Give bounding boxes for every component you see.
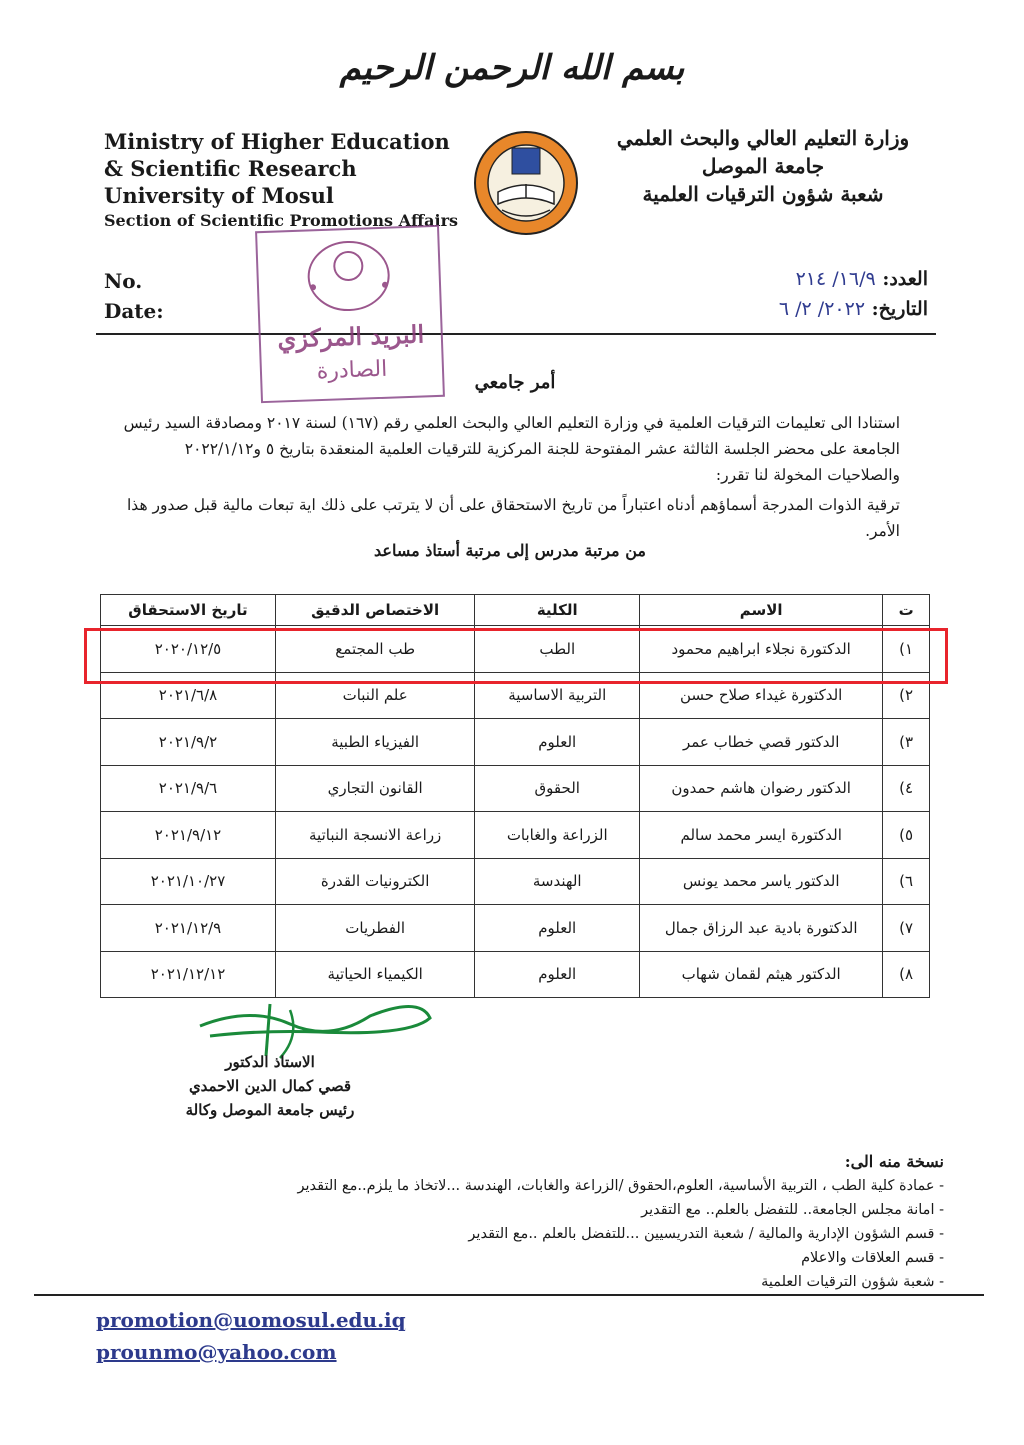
no-label: No.	[104, 269, 143, 293]
header-name: الاسم	[640, 595, 883, 626]
cell-date: ٢٠٢١/٦/٨	[101, 672, 276, 719]
cell-index: ١)	[883, 626, 930, 673]
cell-name: الدكتور هيثم لقمان شهاب	[640, 951, 883, 998]
header-divider	[96, 333, 936, 335]
cell-date: ٢٠٢١/٩/٦	[101, 765, 276, 812]
cell-date: ٢٠٢١/١٢/٩	[101, 905, 276, 952]
cell-name: الدكتور رضوان هاشم حمدون	[640, 765, 883, 812]
signatory-name: قصي كمال الدين الاحمدي	[188, 1077, 352, 1095]
cell-index: ٥)	[883, 812, 930, 859]
list-item: - عمادة كلية الطب ، التربية الأساسية، العلوم،الحقوق /الزراعة والغابات، الهندسة ...لاتخاذ ما يلزم..مع التقدير	[184, 1174, 944, 1198]
table-row	[101, 812, 930, 859]
cell-name: الدكتور ياسر محمد يونس	[640, 858, 883, 905]
arabic-letterhead	[598, 124, 928, 208]
stamp-seal-icon	[301, 234, 396, 317]
university-name-ar: جامعة الموصل	[701, 154, 825, 178]
cell-college: التربية الاساسية	[475, 672, 640, 719]
cell-specialization: الفطريات	[275, 905, 474, 952]
cell-index: ٨)	[883, 951, 930, 998]
header-eligibility-date: تاريخ الاستحقاق	[101, 595, 276, 626]
cell-name: الدكتورة ايسر محمد سالم	[640, 812, 883, 859]
cell-specialization: الفيزياء الطبية	[275, 719, 474, 766]
cell-date: ٢٠٢١/٩/٢	[101, 719, 276, 766]
ministry-name-en: Ministry of Higher Education	[104, 129, 450, 154]
highlight-box	[84, 628, 948, 684]
signatory-block	[160, 1050, 380, 1122]
table-row	[101, 858, 930, 905]
cell-college: الحقوق	[475, 765, 640, 812]
english-letterhead	[104, 128, 464, 233]
table-row	[101, 905, 930, 952]
cell-specialization: القانون التجاري	[275, 765, 474, 812]
header-specialization: الاختصاص الدقيق	[275, 595, 474, 626]
table-row	[101, 951, 930, 998]
reference-date-row	[608, 294, 928, 324]
cell-college: الزراعة والغابات	[475, 812, 640, 859]
header-index: ت	[883, 595, 930, 626]
reference-number-row	[608, 264, 928, 294]
reference-number: ١٦/٩/ ٢١٤	[795, 268, 876, 290]
central-mail-stamp	[255, 225, 445, 403]
cell-college: العلوم	[475, 719, 640, 766]
university-name-en: University of Mosul	[104, 183, 334, 208]
section-name-ar: شعبة شؤون الترقيات العلمية	[642, 182, 884, 206]
cell-name: الدكتور قصي خطاب عمر	[640, 719, 883, 766]
footer-divider	[34, 1294, 984, 1296]
cell-specialization: الكترونيات القدرة	[275, 858, 474, 905]
stamp-line-1: البريد المركزي	[276, 319, 425, 354]
cell-name: الدكتورة نجلاء ابراهيم محمود	[640, 626, 883, 673]
cell-name: الدكتورة بادية عبد الرزاق جمال	[640, 905, 883, 952]
stamp-line-2: الصادرة	[316, 356, 388, 385]
cell-college: الهندسة	[475, 858, 640, 905]
cell-date: ٢٠٢١/١٠/٢٧	[101, 858, 276, 905]
list-item: - قسم العلاقات والاعلام	[184, 1246, 944, 1270]
copies-list	[184, 1174, 944, 1294]
section-name-en: Section of Scientific Promotions Affairs	[104, 211, 459, 230]
header-college: الكلية	[475, 595, 640, 626]
ministry-name-ar: وزارة التعليم العالي والبحث العلمي	[616, 126, 910, 150]
number-label-ar: العدد:	[882, 268, 928, 290]
table-row	[101, 765, 930, 812]
ministry-name-en-2: & Scientific Research	[104, 156, 357, 181]
table-header-row	[101, 595, 930, 626]
cell-index: ٧)	[883, 905, 930, 952]
signatory-title: الاستاذ الدكتور	[225, 1053, 315, 1071]
cell-date: ٢٠٢١/١٢/١٢	[101, 951, 276, 998]
cell-college: العلوم	[475, 951, 640, 998]
basmala-calligraphy: بسم الله الرحمن الرحيم	[339, 48, 685, 88]
promotion-subtitle: من مرتبة مدرس إلى مرتبة أستاذ مساعد	[374, 541, 646, 560]
copies-distribution	[184, 1150, 944, 1294]
cell-index: ٢)	[883, 672, 930, 719]
cell-index: ٦)	[883, 858, 930, 905]
email-link-promotion[interactable]: promotion@uomosul.edu.iq	[96, 1308, 406, 1332]
no-date-labels	[104, 266, 164, 326]
date-label: Date:	[104, 299, 164, 323]
cell-college: الطب	[475, 626, 640, 673]
list-item: - شعبة شؤون الترقيات العلمية	[184, 1270, 944, 1294]
list-item: - امانة مجلس الجامعة.. للتفضل بالعلم.. مع التقدير	[184, 1198, 944, 1222]
table-row	[101, 719, 930, 766]
cell-index: ٤)	[883, 765, 930, 812]
order-paragraph-2: ترقية الذوات المدرجة أسماؤهم أدناه اعتباراً من تاريخ الاستحقاق على أن لا يترتب على ذلك اية تبعات مالية قبل صدور هذا الأمر.	[127, 496, 900, 540]
copies-heading: نسخة منه الى:	[844, 1152, 944, 1171]
email-link-yahoo[interactable]: prounmo@yahoo.com	[96, 1340, 337, 1364]
reference-block	[608, 264, 928, 324]
order-paragraph-1: استنادا الى تعليمات الترقيات العلمية في وزارة التعليم العالي والبحث العلمي رقم (١٦٧) لسنة ٢٠١٧ ومصادقة السيد رئيس الجامعة على محضر الجلسة الثالثة عشر المفتوحة للجنة المركزية للترقيات العلمية المنعقدة بتاريخ ٥ و٢٠٢٢/١/١٢ والصلاحيات المخولة لنا تقرر:	[123, 414, 900, 484]
cell-date: ٢٠٢٠/١٢/٥	[101, 626, 276, 673]
cell-index: ٣)	[883, 719, 930, 766]
order-title: أمر جامعي	[474, 372, 556, 393]
cell-name: الدكتورة غيداء صلاح حسن	[640, 672, 883, 719]
list-item: - قسم الشؤون الإدارية والمالية / شعبة التدريسيين ...للتفضل بالعلم ..مع التقدير	[184, 1222, 944, 1246]
university-logo-icon	[472, 130, 580, 236]
cell-specialization: طب المجتمع	[275, 626, 474, 673]
signatory-role: رئيس جامعة الموصل وكالة	[185, 1101, 355, 1119]
reference-date: ٢٠٢٢/ ٢/ ٦	[778, 298, 866, 320]
cell-date: ٢٠٢١/٩/١٢	[101, 812, 276, 859]
cell-specialization: الكيمياء الحياتية	[275, 951, 474, 998]
cell-specialization: زراعة الانسجة النباتية	[275, 812, 474, 859]
date-label-ar: التاريخ:	[871, 298, 928, 320]
footer-emails	[96, 1304, 406, 1368]
cell-college: العلوم	[475, 905, 640, 952]
cell-specialization: علم النبات	[275, 672, 474, 719]
